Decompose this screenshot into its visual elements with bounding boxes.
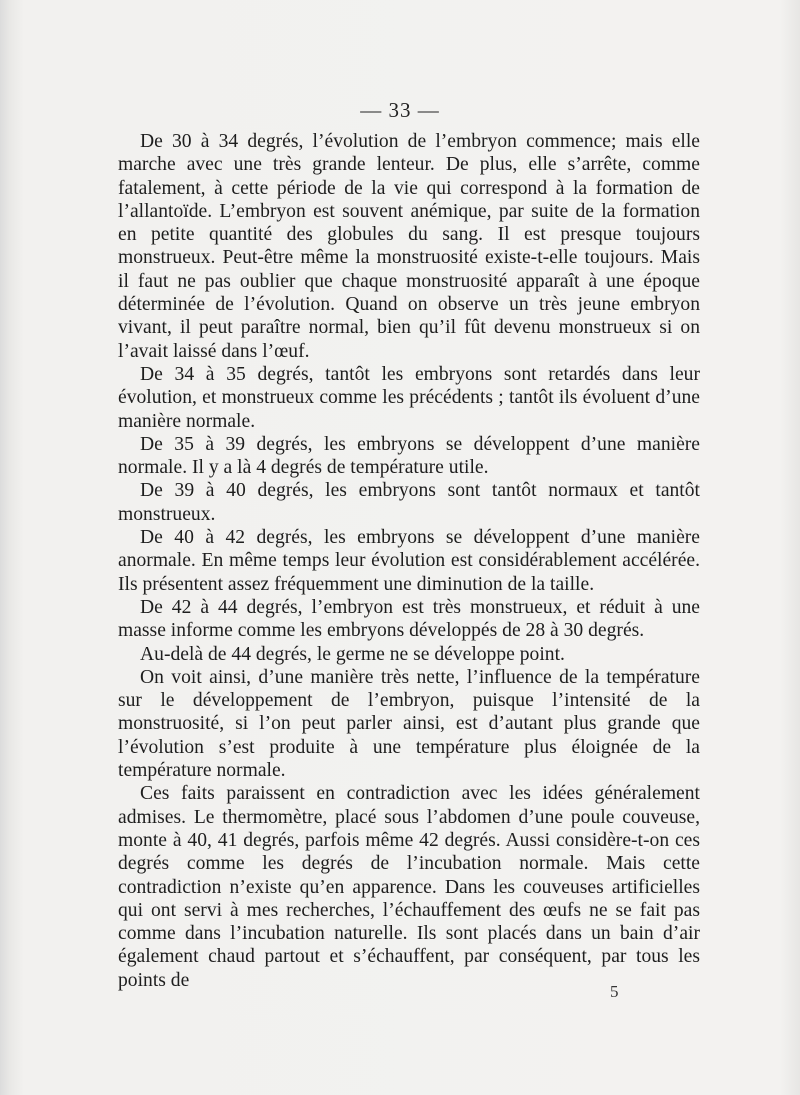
paragraph: De 42 à 44 degrés, l’embryon est très monstrueux, et réduit à une masse informe comme les embryons développés de 28 à 30 degrés. (118, 596, 700, 642)
paragraph: De 35 à 39 degrés, les embryons se développent d’une manière normale. Il y a là 4 degrés de température utile. (118, 433, 700, 479)
paragraph: De 34 à 35 degrés, tantôt les embryons sont retardés dans leur évolution, et monstrueux comme les précédents ; tantôt ils évoluent d’une manière normale. (118, 363, 700, 432)
paragraph: De 40 à 42 degrés, les embryons se développent d’une manière anormale. En même temps leur évolution est considérablement accélérée. Ils présentent assez fréquemment une diminution de la taille. (118, 527, 700, 595)
paragraph: Ces faits paraissent en contradiction avec les idées généralement admises. Le thermomètre, placé sous l’abdomen d’une poule couveuse, monte à 40, 41 degrés, parfois même 42 degrés. Aussi considère-t-on ces degrés comme les degrés de l’incubation normale. Mais cette contradiction n’existe qu’en apparence. Dans les couveuses artificielles qui ont servi à mes recherches, l’échauffement des œufs ne se fait pas comme dans l’incubation naturelle. Ils sont placés dans un bain d’air également chaud partout et s’échauffent, par conséquent, par tous les points de (118, 783, 700, 991)
paragraph: De 30 à 34 degrés, l’évolution de l’embryon commence; mais elle marche avec une très grande lenteur. De plus, elle s’arrête, comme fatalement, à cette période de la vie qui correspond à la formation de l’allantoïde. L’embryon est souvent anémique, par suite de la formation en petite quantité des globules du sang. Il est presque toujours monstrueux. Peut-être même la monstruosité existe-t-elle toujours. Mais il faut ne pas oublier que chaque monstruosité apparaît à une époque déterminée de l’évolution. Quand on observe un très jeune embryon vivant, il peut paraître normal, bien qu’il fût devenu monstrueux si on l’avait laissé dans l’œuf. (118, 131, 700, 362)
page-text-body (118, 130, 700, 992)
paragraph: Au-delà de 44 degrés, le germe ne se développe point. (140, 643, 565, 665)
signature-mark: 5 (610, 982, 619, 1001)
page-number: — 33 — (360, 98, 440, 122)
paragraph: De 39 à 40 degrés, les embryons sont tantôt normaux et tantôt monstrueux. (118, 480, 700, 525)
paragraph: On voit ainsi, d’une manière très nette, l’influence de la température sur le développement de l’embryon, puisque l’intensité de la monstruosité, si l’on peut parler ainsi, est d’autant plus grande que l’évolution s’est produite à une température plus éloignée de la température normale. (118, 666, 700, 782)
